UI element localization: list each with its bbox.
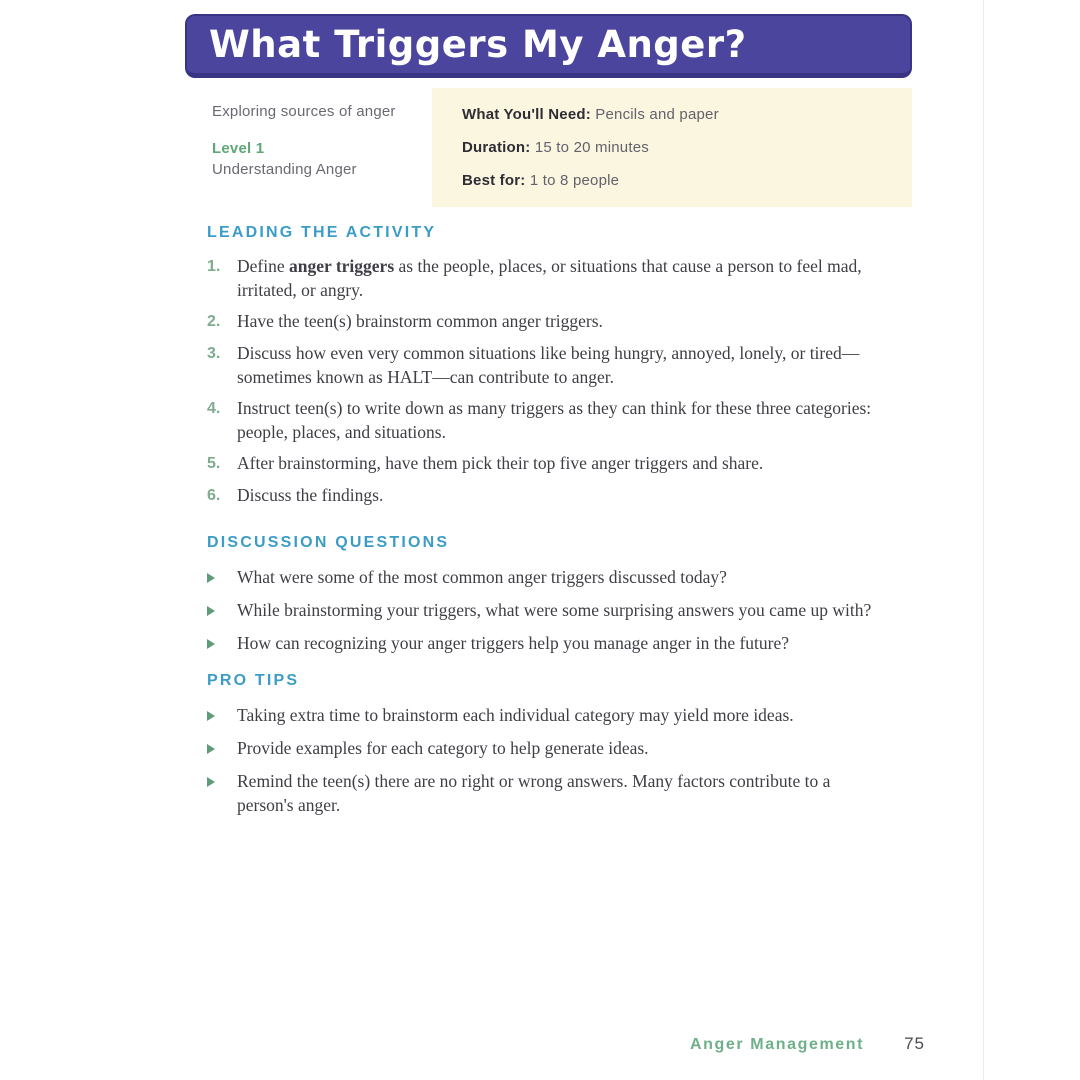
- bullet-item: [207, 736, 890, 760]
- step-text: [237, 254, 890, 302]
- step-text-pre: Define: [237, 256, 289, 276]
- activity-subtitle: Exploring sources of anger: [212, 103, 396, 120]
- detail-value: Pencils and paper: [590, 106, 719, 123]
- activity-info-row: [185, 88, 912, 207]
- section-heading: DISCUSSION QUESTIONS: [207, 534, 450, 551]
- bullet-text: Taking extra time to brainstorm each individual category may yield more ideas.: [237, 705, 794, 725]
- bullet-text: Remind the teen(s) there are no right or wrong answers. Many factors contribute to a person's anger.: [237, 771, 831, 815]
- step-text-pre: Have the teen(s) brainstorm common anger triggers.: [237, 311, 603, 331]
- step-item: [207, 309, 890, 334]
- level-label: Level 1: [212, 140, 265, 157]
- step-text: [237, 396, 890, 444]
- step-text: [237, 483, 890, 507]
- detail-what-youll-need: [462, 105, 902, 124]
- section-pro-tips: [207, 671, 890, 817]
- step-text-post: as the people, places, or situations that cause a person to feel mad, irritated, or angry.: [237, 256, 862, 300]
- triangle-bullet-icon: [207, 598, 237, 616]
- bullet-text: While brainstorming your triggers, what were some surprising answers you came up with?: [237, 600, 872, 620]
- step-text: [237, 341, 890, 389]
- step-number: 4.: [207, 400, 221, 417]
- step-text: [237, 309, 890, 333]
- page-edge-line: [983, 0, 984, 1080]
- step-number: 2.: [207, 313, 221, 330]
- step-number: 3.: [207, 345, 221, 362]
- detail-label: What You'll Need:: [462, 106, 591, 123]
- step-number: 1.: [207, 258, 221, 275]
- step-text: [237, 451, 890, 475]
- bullet-item: [207, 565, 890, 589]
- bullet-item: [207, 598, 890, 622]
- bullet-item: [207, 769, 890, 817]
- section-leading-the-activity: [207, 223, 890, 508]
- level-name: Understanding Anger: [212, 161, 357, 178]
- bullet-text: Provide examples for each category to help generate ideas.: [237, 738, 649, 758]
- page-content: [185, 14, 912, 826]
- section-heading: PRO TIPS: [207, 672, 300, 689]
- step-text-pre: After brainstorming, have them pick their top five anger triggers and share.: [237, 453, 764, 473]
- detail-label: Best for:: [462, 172, 526, 189]
- step-item: [207, 254, 890, 302]
- step-text-pre: Discuss the findings.: [237, 485, 384, 505]
- activity-meta: [185, 88, 432, 207]
- triangle-bullet-icon: [207, 703, 237, 721]
- step-number: 5.: [207, 455, 221, 472]
- bullet-text: What were some of the most common anger triggers discussed today?: [237, 567, 727, 587]
- page-title: What Triggers My Anger?: [209, 23, 747, 66]
- title-banner: [185, 14, 912, 78]
- page-footer: [185, 1034, 925, 1054]
- step-item: [207, 396, 890, 444]
- bullet-item: [207, 703, 890, 727]
- detail-value: 15 to 20 minutes: [530, 139, 649, 156]
- detail-label: Duration:: [462, 139, 531, 156]
- footer-chapter-label: Anger Management: [690, 1036, 865, 1053]
- step-text-pre: Instruct teen(s) to write down as many triggers as they can think for these three categories: people, places, and situations.: [237, 398, 872, 442]
- detail-duration: [462, 138, 902, 157]
- section-heading: LEADING THE ACTIVITY: [207, 224, 437, 241]
- step-item: [207, 483, 890, 508]
- triangle-bullet-icon: [207, 769, 237, 787]
- main-content: [185, 223, 912, 817]
- section-discussion-questions: [207, 533, 890, 655]
- triangle-bullet-icon: [207, 631, 237, 649]
- detail-value: 1 to 8 people: [525, 172, 620, 189]
- activity-details-box: [432, 88, 912, 207]
- detail-best-for: [462, 171, 902, 190]
- step-number: 6.: [207, 487, 221, 504]
- triangle-bullet-icon: [207, 565, 237, 583]
- step-item: [207, 451, 890, 476]
- bullet-text: How can recognizing your anger triggers help you manage anger in the future?: [237, 633, 790, 653]
- bullet-item: [207, 631, 890, 655]
- step-text-bold: anger triggers: [289, 256, 395, 276]
- step-item: [207, 341, 890, 389]
- footer-page-number: 75: [904, 1034, 925, 1053]
- triangle-bullet-icon: [207, 736, 237, 754]
- step-text-pre: Discuss how even very common situations like being hungry, annoyed, lonely, or tired—sometimes known as HALT—can contribute to anger.: [237, 343, 860, 387]
